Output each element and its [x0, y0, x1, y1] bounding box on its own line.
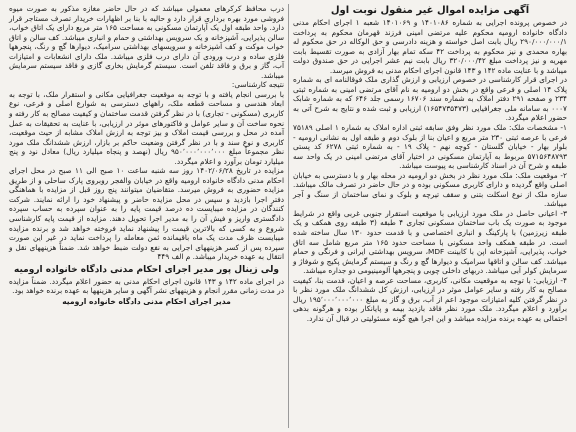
notice-paragraph: ۴- ارزیابی: با توجه به موقعیت مکانی، کاربری، مساحت عرصه و اعیان، قدمت بنا، کیفیت مصالح به کار رفته و سایر عوامل موثر در ارزیابی، ارزش کل ششدانگ ملک مورد نظر با در نظر گرفتن کلیه امتیازات موجود اعم از آب، برق و گاز به مبلغ ۱۹۵٬۰۰۰٬۰۰۰٬۰۰۰ ریال برآورد و اعلام میگردد. ملک مورد نظر فاقد بازدید بیمه و پایانکار بوده و هرگونه بدهی احتمالی به عهده برنده مزایده میباشد و این اجرا هیچ گونه مسئولیتی در قبال آن ندارد. [293, 275, 567, 323]
notice-signature: مدیر اجرای احکام مدنی دادگاه خانواده ارومیه [62, 296, 231, 306]
notice-paragraph: ۱- مشخصات ملک: ملک مورد نظر وفق سابقه ثبتی اداره املاک به شماره ۱ اصلی ۷۵۱۸۹ فرعی با عرصه ثبتی ۲۳۰ متر مربع و اعیان بنا از بلوک دوم و طبقه اول به نشانی ارومیه - بلوار بهار - خیابان گلستان - کوچه نهم - پلاک ۱۹ - به شماره ثبتی ۶۲۷۸ کد پستی ۵۷۱۵۶۴۸۷۹۳ مربوط به آپارتمان مسکونی در اختیار آقای مرتضی امینی در یک واحد سه طبقه و شرح آن در اسناد کارشناسی به پیوست میباشد. [293, 123, 567, 171]
notice-paragraph: با بررسی انجام یافته و با توجه به موقعیت جغرافیایی مکانی و استقرار ملک، با توجه به ابعاد هندسی و مساحت قطعه ملک، راههای دسترسی به شوارع اصلی و فرعی، نوع کاربری (مسکونی - تجاری) با در نظر گرفتن قدمت ساختمان و کیفیت مصالح به کار رفته و نحوه ساخت آن و سایر عوامل و فاکتورهای موثر در ارزیابی، با عنایت به تحقیقات به عمل آمده در محل و بررسی قیمت املاک و بیز توجه به ارزش املاک مشابه از حیث موقعیت، کاربری و نوع سند و با در نظر گرفتن وضعیت حاکم بر بازار، ارزش ششدانگ ملک مورد نظر مجموعاً مبلغ ۹۵۰٬۰۰۰٬۰۰۰٬۰۰۰ ریال (نهصد و پنجاه میلیارد ریال) معادل نود و پنج میلیارد تومان برآورد و اعلام میگردد. [9, 89, 284, 166]
notice-paragraph: ۳- اعیانی حاصل در ملک مورد ارزیابی با موقعیت استقرار جنوبی غربی واقع در شرایط موجود به صورت یک باب ساختمان مسکونی تجاری ۴ طبقه (۳ طبقه روی همکف و یک طبقه زیرزمین) با پارکینگ و انباری اختصاصی و با قدمت حدود ۱۳۰ سال ساخته شده است. در طبقه همکف واحد مسکونی با مساحت حدود ۱۶۵ متر مربع شامل سه اتاق خواب، پذیرایی، آشپزخانه اپن با کابینت MDF، سرویس بهداشتی ایرانی و فرنگی و حمام میباشد. کف سالن و اتاقها سرامیک و دیوارها گچ و رنگ و سیستم گرمایش پکیج و شوفاژ و سرمایش کولر آبی میباشد. دربهای داخلی چوبی و پنجرهها آلومینیومی دو جداره میباشد. [293, 208, 568, 276]
notice-section-heading: نتیجه کارشناسی: [231, 80, 284, 90]
notice-closing: در اجرای ماده ۱۴۲ و ۱۴۳ قانون اجرای احکام مدنی به حضور اعلام میگردد. ضمناً مزایده در مدت زمانی مقرر انجام و هزینههای نشر آگهی و سایر هزینهها به عهده برنده خواهد بود. [9, 276, 285, 296]
notice-paragraph: در اجرای قرار کارشناسی در خصوص ارزیابی و ارزش گذاری ملک فوقالنامه ای به شماره پلاک ۱۴ اصلی و فرعی واقع در بخش دو ارومیه به نام آقای مرتضی امینی به شماره ثبتی ۲۳۴ و صفحه ۲۹۱ دفتر املاک به شماره سند ۱۶۷۰۶ رسمی جلد ۶۴۶ که به شماره شابک ۰۰۰۷ به سامانه ملی جغرافیایی (۱۶۵۴۷۳۵۴۷۳) ارزیابی و ثبت شده و نتایج به شرح آتی به حضور اعلام میگردد. [293, 75, 567, 123]
notice-paragraph: مزایده در تاریخ ۱۴۰۲/۰۶/۲۸ روز سه شنبه ساعت ۱۰ صبح الی ۱۱ صبح در محل اجرای احکام مدنی دادگاه خانواده ارومیه واقع در خیابان والفجر روبروی پارک ساحلی و از طریق مزایده حضوری به فروش میرسد. متقاضیان میتوانند پنج روز قبل از مزایده با هماهنگی دفتر اجرا بازدید و سپس در محل مزایده حاضر و پیشنهاد خود را ارائه نمایند. شرکت کنندگان در مزایده میبایست ده درصد قیمت پایه را به عنوان سپرده به حساب سپرده دادگستری واریز و فیش آن را به مدیر اجرا تحویل دهند. مزایده از قیمت پایه کارشناسی شروع و به کسی که بالاترین قیمت را پیشنهاد نماید فروخته خواهد شد و برنده مزایده میبایست ظرف مدت یک ماه باقیمانده ثمن معامله را پرداخت نماید در غیر این صورت سپرده پس از کسر هزینههای اجرایی به نفع دولت ضبط خواهد شد. ضمناً هزینههای نقل و انتقال به عهده خریدار میباشد. م الف ۴۴۹ [9, 166, 284, 262]
notice-paragraph: ۲- موقعیت ملک: ملک مورد نظر در بخش دو ارومیه در محله بهار و با دسترسی به خیابان اصلی واقع گردیده و دارای کاربری مسکونی بوده و در حال حاضر در تصرف مالک میباشد. سازه ملک از نوع اسکلت بتنی و سقف تیرچه و بلوک و نمای ساختمان از سنگ و آجر میباشد. [293, 170, 567, 209]
notice-paragraph: درب محافظ کرکرهای معمولی میباشد که در حال حاضر مغازه مذکور به صورت میوه فروشی مورد بهره برداری قرار دارد و حالیه با بنا بر اظهارات خریدار تصرف مستاجر قرار دارد. واحد طبقه اول یک آپارتمان مسکونی به مساحت ۱۶۵ متر مربع دارای یک اتاق خواب، سالن پذیرایی، آشپزخانه و یک سرویس بهداشتی و حمام و انباری میباشد. کف سالن و اتاق خواب موکت و کف آشپزخانه و سرویسهای بهداشتی سرامیک، دیوارها گچ و رنگ، پنجرهها فلزی ساده و درب ورودی آن دارای درب فلزی میباشد. ملک دارای انشعابات و امتیازات آب، گاز و برق و فاقد تلفن است. سیستم گرمایش بخاری گازی و فاقد سیستم سرمایش میباشد. [9, 4, 284, 80]
notice-column-right [288, 4, 571, 428]
notice-paragraph: در خصوص پرونده اجرایی به شماره ۱۴۰۱۰۸۶ و ۱۴۰۱۰۶۹ شعبه ۱ اجرای احکام مدنی دادگاه خانواده ارومیه محکوم علیه مرتضی امینی فرزند قهرمان محکوم به پرداخت ۲۹۰/۰۰۰/۰۰۰/۱ ریال بابت اصل خواسته و هزینه دادرسی و حق الوکاله در حق محکوم له بهاره محمدی و نیز محکوم به پرداخت ۴۲ سکه تمام بهار آزادی به صورت تقسیط بابت مهریه و نیز پرداخت مبلغ ۳۲۰/۰۰۰/۴۲ ریال بابت نیم عشر اجرایی در حق صندوق دولت میباشد و با عنایت ماده ۱۴۲ و ۱۴۳ قانون اجرای احکام مدنی به فروش میرسد. [293, 18, 568, 75]
notice-title: آگهی مزایده اموال غیر منقول نوبت اول [330, 5, 530, 16]
notice-column-left [5, 4, 288, 428]
notice-subtitle: ولی زینال پور مدیر اجرای احکام مدنی دادگاه خانواده ارومیه [14, 264, 279, 275]
